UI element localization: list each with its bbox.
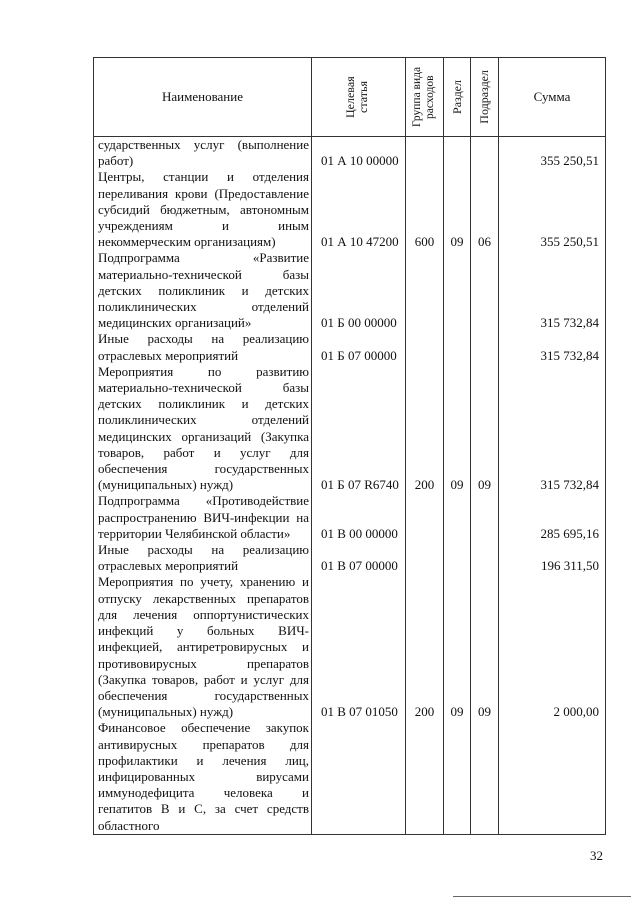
row-subsection: [471, 493, 499, 542]
row-expense-group: [406, 331, 444, 363]
table-row: [94, 493, 606, 542]
row-subsection: [471, 137, 499, 170]
row-sum: 315 732,84: [499, 250, 606, 331]
row-expense-group: [406, 493, 444, 542]
row-target-article: 01 Б 00 00000: [312, 250, 406, 331]
header-section: Раздел: [444, 58, 471, 137]
row-section: [444, 137, 471, 170]
row-sum: [499, 720, 606, 834]
row-expense-group: [406, 542, 444, 574]
header-name: Наименование: [94, 58, 312, 137]
row-subsection: [471, 250, 499, 331]
row-target-article: 01 В 07 00000: [312, 542, 406, 574]
row-expense-group: 200: [406, 364, 444, 494]
table-row: [94, 331, 606, 363]
row-subsection: [471, 331, 499, 363]
row-subsection: [471, 542, 499, 574]
header-subsection: Подраздел: [471, 58, 499, 137]
row-subsection: [471, 720, 499, 834]
table-row: [94, 250, 606, 331]
row-name: Подпрограмма «Противодействие распространению ВИЧ-инфекции на территории Челябинской области»: [94, 493, 312, 542]
row-subsection: 09: [471, 364, 499, 494]
row-subsection: 06: [471, 169, 499, 250]
header-expense-group: Группа вида расходов: [406, 58, 444, 137]
row-target-article: 01 В 07 01050: [312, 574, 406, 720]
row-name: Мероприятия по учету, хранению и отпуску лекарственных препаратов для лечения оппортунистических инфекций у больных ВИЧ-инфекцией, антиретровирусных и противовирусных препаратов (Закупка товаров, работ и услуг для обеспечения государственных (муниципальных) нужд): [94, 574, 312, 720]
row-section: 09: [444, 169, 471, 250]
row-section: [444, 720, 471, 834]
row-name: Иные расходы на реализацию отраслевых мероприятий: [94, 331, 312, 363]
row-section: 09: [444, 574, 471, 720]
row-name: Подпрограмма «Развитие материально-технической базы детских поликлиник и детских поликлинических отделений медицинских организаций»: [94, 250, 312, 331]
table-row: [94, 542, 606, 574]
header-sum: Сумма: [499, 58, 606, 137]
row-target-article: 01 А 10 00000: [312, 137, 406, 170]
row-sum: 355 250,51: [499, 169, 606, 250]
table-header-row: [94, 58, 606, 137]
table-row: [94, 169, 606, 250]
row-sum: 355 250,51: [499, 137, 606, 170]
row-section: [444, 542, 471, 574]
row-name: Финансовое обеспечение закупок антивирусных препаратов для профилактики и лечения лиц, инфицированных вирусами иммунодефицита человека и гепатитов В и С, за счет средств областного: [94, 720, 312, 834]
row-target-article: 01 А 10 47200: [312, 169, 406, 250]
row-section: [444, 331, 471, 363]
table-row: [94, 364, 606, 494]
row-section: [444, 250, 471, 331]
row-target-article: 01 В 00 00000: [312, 493, 406, 542]
row-expense-group: 200: [406, 574, 444, 720]
row-sum: 285 695,16: [499, 493, 606, 542]
row-sum: 315 732,84: [499, 364, 606, 494]
row-sum: 196 311,50: [499, 542, 606, 574]
row-name: Мероприятия по развитию материально-технической базы детских поликлиник и детских поликлинических отделений медицинских организаций (Закупка товаров, работ и услуг для обеспечения государственных (муниципальных) нужд): [94, 364, 312, 494]
row-name: Иные расходы на реализацию отраслевых мероприятий: [94, 542, 312, 574]
row-sum: 2 000,00: [499, 574, 606, 720]
table-row: [94, 137, 606, 170]
row-section: [444, 493, 471, 542]
row-expense-group: 600: [406, 169, 444, 250]
row-target-article: 01 Б 07 R6740: [312, 364, 406, 494]
page-number: 32: [590, 848, 603, 863]
footer-line: [453, 896, 631, 897]
row-sum: 315 732,84: [499, 331, 606, 363]
row-expense-group: [406, 137, 444, 170]
table-row: [94, 720, 606, 834]
row-target-article: 01 Б 07 00000: [312, 331, 406, 363]
row-target-article: [312, 720, 406, 834]
header-target-article: Целевая статья: [312, 58, 406, 137]
row-name: Центры, станции и отделения переливания крови (Предоставление субсидий бюджетным, автономным учреждениям и иным некоммерческим организациям): [94, 169, 312, 250]
row-expense-group: [406, 250, 444, 331]
table-row: [94, 574, 606, 720]
row-subsection: 09: [471, 574, 499, 720]
budget-table: [93, 57, 606, 835]
row-section: 09: [444, 364, 471, 494]
row-expense-group: [406, 720, 444, 834]
row-name: сударственных услуг (выполнение работ): [94, 137, 312, 170]
